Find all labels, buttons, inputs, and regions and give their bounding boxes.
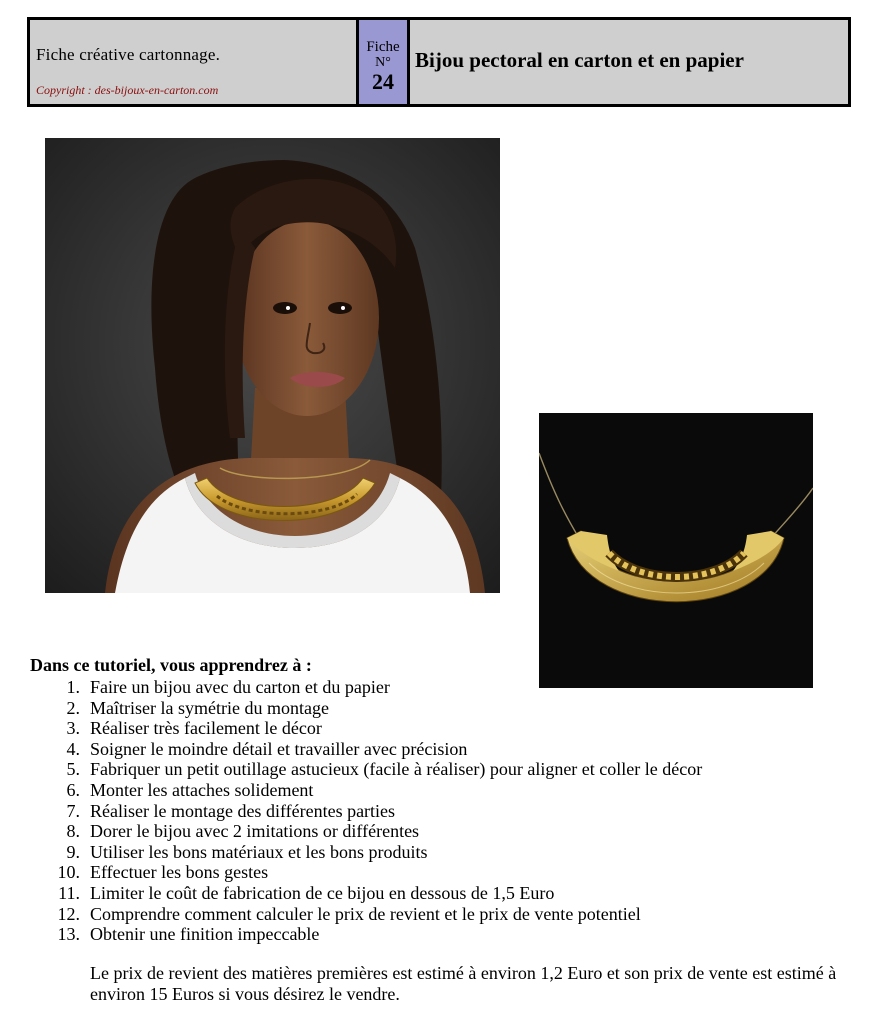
step-text: Dorer le bijou avec 2 imitations or différentes: [90, 821, 420, 842]
copyright-notice: Copyright : des-bijoux-en-carton.com: [36, 83, 219, 97]
header-left-cell: [30, 20, 359, 104]
sheet-subject: Fiche créative cartonnage.: [36, 45, 221, 64]
sheet-number: 24: [372, 69, 394, 94]
list-item: [30, 677, 702, 698]
step-text: Limiter le coût de fabrication de ce bijou en dessous de 1,5 Euro: [90, 882, 555, 903]
list-item: [30, 862, 702, 883]
step-text: Effectuer les bons gestes: [90, 862, 269, 883]
necklace-on-black-photo: [539, 413, 813, 688]
step-text: Fabriquer un petit outillage astucieux (facile à réaliser) pour aligner et coller le décor: [90, 759, 703, 780]
list-item: [30, 801, 702, 822]
list-item: [30, 842, 702, 863]
list-item: [30, 698, 702, 719]
header-table: [27, 17, 851, 107]
fiche-label: Fiche: [366, 39, 400, 55]
list-item: [30, 739, 702, 760]
step-text: Soigner le moindre détail et travailler avec précision: [90, 738, 468, 759]
sheet-title: Bijou pectoral en carton et en papier: [415, 48, 744, 72]
step-text: Réaliser très facilement le décor: [90, 718, 322, 739]
step-number: 9.: [66, 841, 80, 862]
step-text: Obtenir une finition impeccable: [90, 924, 320, 945]
step-number: 12.: [57, 903, 80, 924]
step-text: Maîtriser la symétrie du montage: [90, 697, 329, 718]
header-right-cell: [410, 20, 848, 104]
step-text: Monter les attaches solidement: [90, 779, 314, 800]
step-number: 5.: [66, 759, 80, 780]
price-note: Le prix de revient des matières premières est estimé à environ 1,2 Euro et son prix de vente est estimé à environ 15 Euros si vous désirez le vendre.: [90, 963, 837, 1004]
list-item: [30, 924, 702, 945]
list-item: [30, 821, 702, 842]
step-number: 13.: [57, 924, 80, 945]
step-text: Comprendre comment calculer le prix de revient et le prix de vente potentiel: [90, 903, 641, 924]
tutorial-intro: Dans ce tutoriel, vous apprendrez à :: [30, 655, 312, 675]
step-text: Faire un bijou avec du carton et du papier: [90, 677, 390, 697]
list-item: [30, 780, 702, 801]
step-number: 7.: [66, 800, 80, 821]
step-number: 1.: [66, 677, 80, 697]
step-number: 11.: [58, 882, 80, 903]
list-item: [30, 718, 702, 739]
woman-wearing-necklace-photo: [45, 138, 500, 593]
step-number: 10.: [57, 862, 80, 883]
step-number: 2.: [66, 697, 80, 718]
number-label: N°: [375, 55, 391, 70]
step-number: 3.: [66, 718, 80, 739]
list-item: [30, 759, 702, 780]
step-number: 6.: [66, 779, 80, 800]
step-number: 4.: [66, 738, 80, 759]
step-number: 8.: [66, 821, 80, 842]
step-text: Utiliser les bons matériaux et les bons produits: [90, 841, 428, 862]
step-text: Réaliser le montage des différentes parties: [90, 800, 396, 821]
sheet-number-cell: [359, 20, 410, 104]
learning-steps-list: [30, 677, 702, 945]
list-item: [30, 883, 702, 904]
list-item: [30, 904, 702, 925]
